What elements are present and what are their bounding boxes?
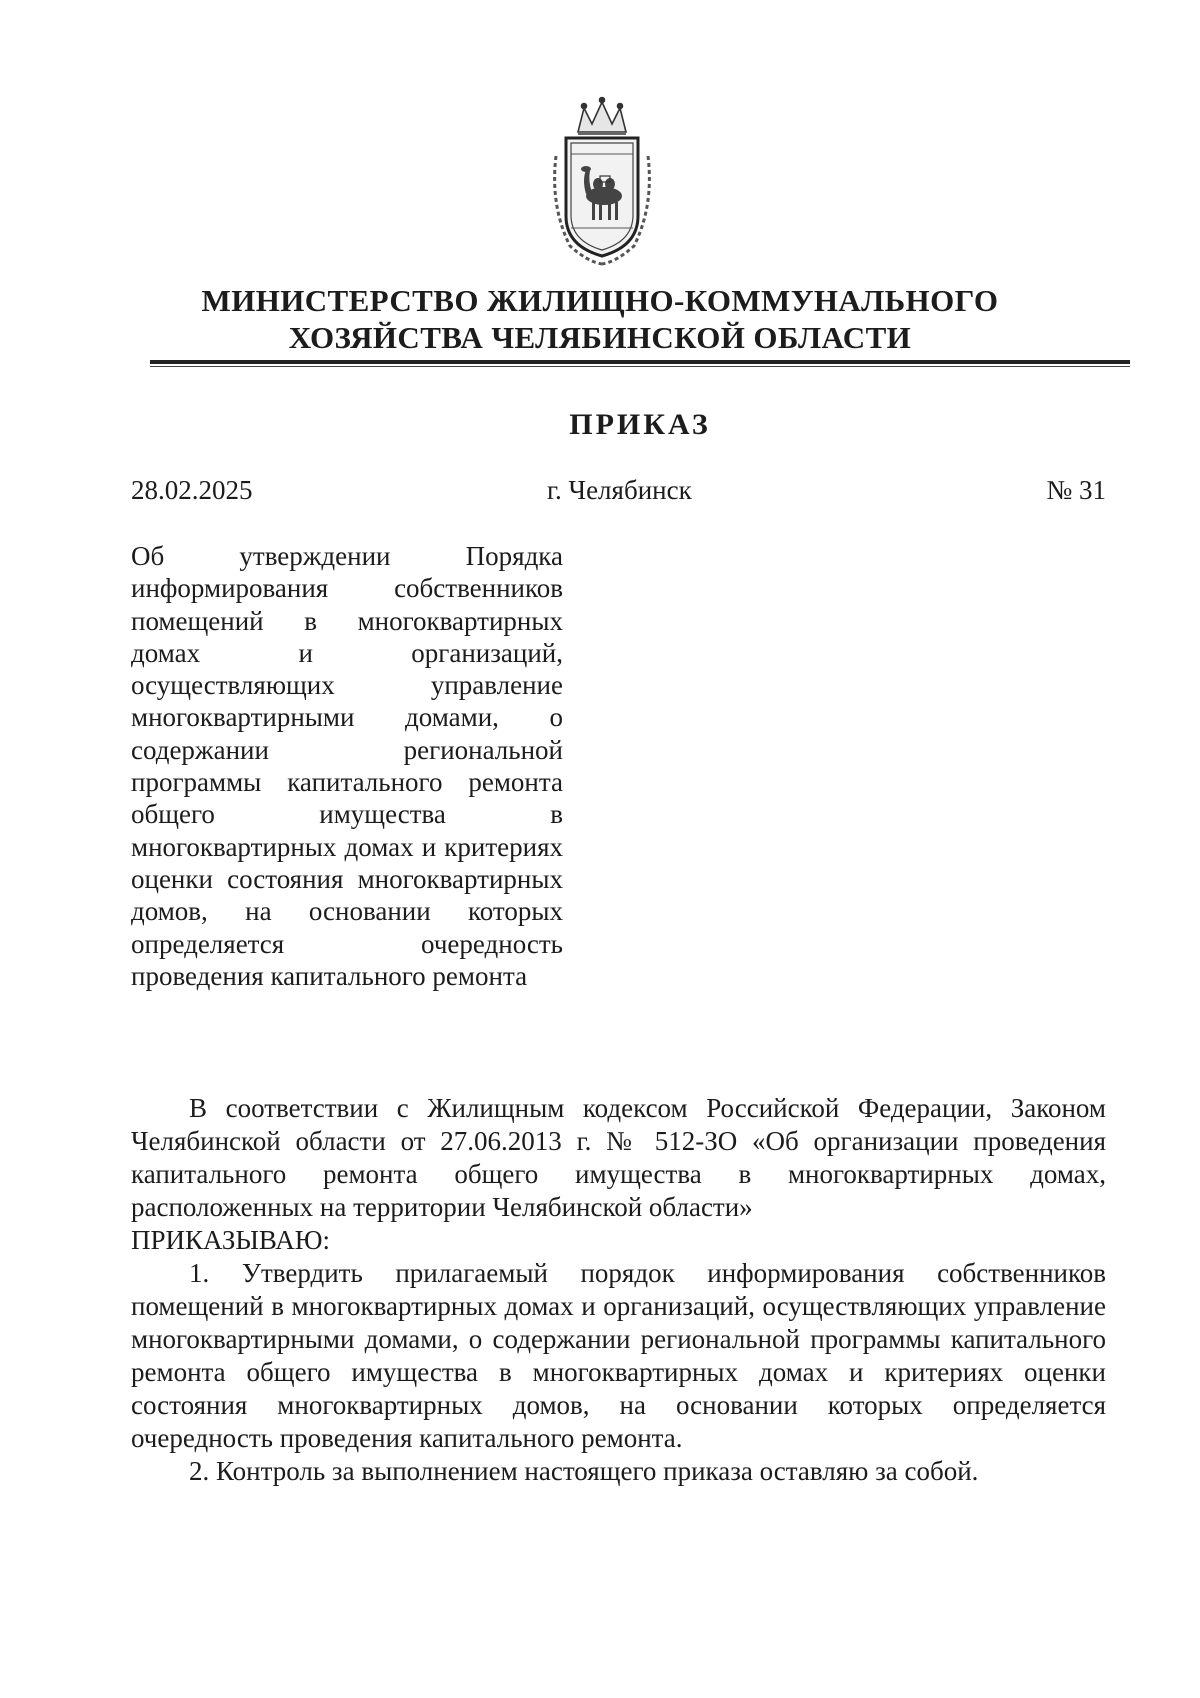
order-item-1: 1. Утвердить прилагаемый порядок информирования собственников помещений в многоквартирных домах и организаций, осуществляющих управление многоквартирными домами, о содержании региональной программы капитального ремонта общего имущества в многоквартирных домах и критериях оценки состояния многоквартирных домов, на основании которых определяется очередность проведения капитального ремонта. bbox=[131, 1258, 1106, 1453]
preamble-paragraph: В соответствии с Жилищным кодексом Российской Федерации, Законом Челябинской области от 27.06.2013 г. № 512-ЗО «Об организации проведения капитального ремонта общего имущества в многоквартирных домах, расположенных на территории Челябинской области» bbox=[131, 1093, 1106, 1222]
header-divider-thick bbox=[150, 360, 1130, 364]
document-body bbox=[131, 1092, 1106, 1488]
document-number: № 31 bbox=[1046, 475, 1106, 505]
order-word: ПРИКАЗЫВАЮ: bbox=[131, 1225, 330, 1255]
document-city: г. Челябинск bbox=[547, 475, 692, 505]
coat-of-arms-emblem bbox=[548, 96, 656, 266]
ministry-name-line-1: МИНИСТЕРСТВО ЖИЛИЩНО-КОММУНАЛЬНОГО bbox=[201, 283, 999, 318]
document-subject: Об утверждении Порядка информирования собственников помещений в многоквартирных домах и организаций, осуществляющих управление многоквартирными домами, о содержании региональной программы капитального ремонта общего имущества в многоквартирных домах и критериях оценки состояния многоквартирных домов, на основании которых определяется очередность проведения капитального ремонта bbox=[131, 541, 563, 991]
ministry-name-line-2: ХОЗЯЙСТВА ЧЕЛЯБИНСКОЙ ОБЛАСТИ bbox=[288, 320, 912, 355]
document-title: ПРИКАЗ bbox=[569, 408, 711, 441]
document-date: 28.02.2025 bbox=[131, 475, 253, 505]
header-divider-thin bbox=[150, 366, 1130, 367]
order-item-2: 2. Контроль за выполнением настоящего приказа оставляю за собой. bbox=[189, 1456, 979, 1486]
